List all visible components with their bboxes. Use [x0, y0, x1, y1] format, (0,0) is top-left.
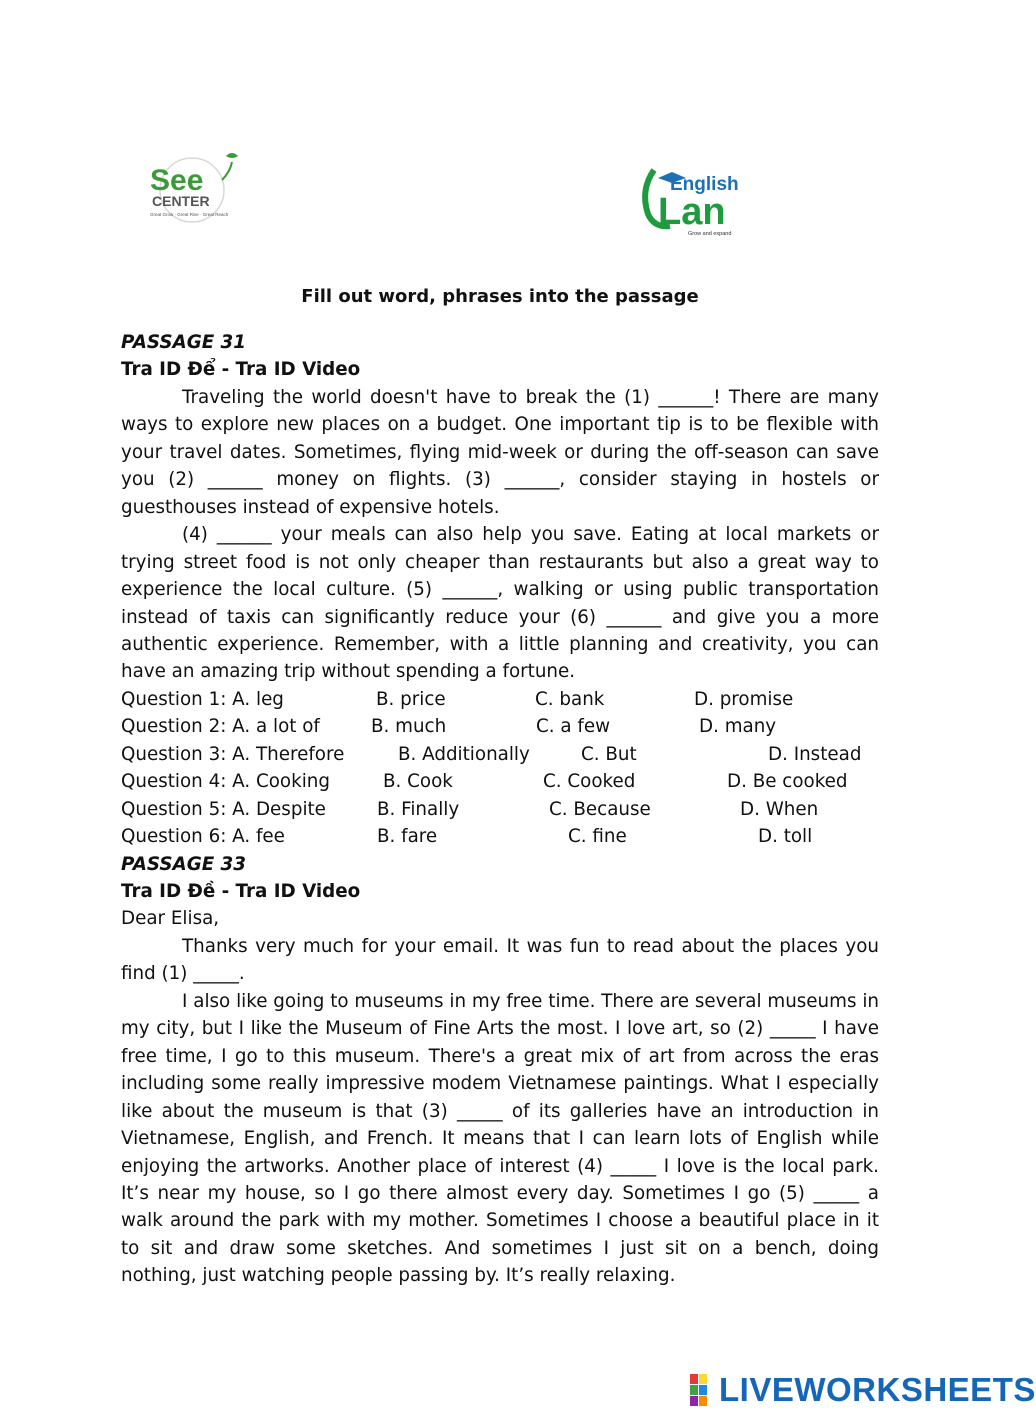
question-row-6 — [121, 823, 879, 850]
question-5-option-b[interactable]: B. Finally — [377, 798, 460, 820]
passage-31-label: PASSAGE 31 — [121, 332, 246, 353]
question-5-option-d[interactable]: D. When — [740, 798, 819, 820]
question-5-option-c[interactable]: C. Because — [549, 798, 651, 820]
question-1-option-c[interactable]: C. bank — [535, 688, 605, 710]
question-3-option-a[interactable]: Question 3: A. Therefore — [121, 743, 345, 765]
page-title: Fill out word, phrases into the passage — [301, 286, 699, 307]
question-row-1 — [121, 686, 879, 713]
question-row-4 — [121, 768, 879, 795]
question-2-option-c[interactable]: C. a few — [536, 716, 611, 738]
seed-center-logo — [140, 148, 252, 230]
question-row-5 — [121, 796, 879, 823]
question-1-option-b[interactable]: B. price — [376, 688, 446, 710]
question-6-option-d[interactable]: D. toll — [758, 826, 813, 848]
question-row-3 — [121, 741, 879, 768]
question-4-option-d[interactable]: D. Be cooked — [727, 771, 848, 793]
question-5-option-a[interactable]: Question 5: A. Despite — [121, 798, 326, 820]
question-3-option-c[interactable]: C. But — [581, 743, 637, 765]
question-row-2 — [121, 713, 879, 740]
passage-31-subtitle: Tra ID Để - Tra ID Video — [121, 359, 361, 381]
worksheet-content — [121, 329, 879, 1290]
question-4-option-a[interactable]: Question 4: A. Cooking — [121, 771, 330, 793]
question-1-option-a[interactable]: Question 1: A. leg — [121, 688, 284, 710]
svg-text:Lan: Lan — [658, 191, 726, 233]
question-3-option-d[interactable]: D. Instead — [768, 743, 862, 765]
question-6-option-a[interactable]: Question 6: A. fee — [121, 826, 285, 848]
question-2-option-b[interactable]: B. much — [371, 716, 447, 738]
passage-31-paragraph-1: Traveling the world doesn't have to break the (1) ______! There are many ways to explore new places on a budget. One important tip is to be flexible with your travel dates. Sometimes, flying mid-week or during the off-season can save you (2) ______ money on flights. (3) ______, consider staying in hostels or guesthouses instead of expensive hotels. — [121, 386, 879, 518]
svg-text:English: English — [670, 174, 739, 195]
passage-31-paragraph-2: (4) ______ your meals can also help you save. Eating at local markets or trying street food is not only cheaper than restaurants but also a great way to experience the local culture. (5) ______, walking or using public transportation instead of taxis can significantly reduce your (6) ______ and give you a more authentic experience. Remember, with a little planning and creativity, you can have an amazing trip without spending a fortune. — [121, 524, 879, 683]
svg-text:See: See — [150, 164, 204, 197]
passage-33-label: PASSAGE 33 — [121, 853, 246, 875]
passage-33-subtitle: Tra ID Đề - Tra ID Video — [121, 880, 361, 902]
svg-text:CENTER: CENTER — [152, 193, 210, 209]
passage-33-paragraph-2: I also like going to museums in my free time. There are several museums in my city, but I like the Museum of Fine Arts the most. I love art, so (2) _____ I have free time, I go to this museum. There's a great mix of art from across the eras including some really impressive modem Vietnamese paintings. What I especially like about the museum is that (3) _____ of its galleries have an introduction in Vietnamese, English, and French. It means that I can learn lots of English while enjoying the artworks. Another place of interest (4) _____ I love is the local park. It’s near my house, so I go there almost every day. Sometimes I go (5) _____ a walk around the park with my mother. Sometimes I choose a beautiful place in it to sit and draw some sketches. And sometimes I just sit on a bench, doing nothing, just watching people passing by. It’s really relaxing. — [121, 990, 879, 1287]
question-4-option-b[interactable]: B. Cook — [383, 771, 453, 793]
question-1-option-d[interactable]: D. promise — [694, 688, 794, 710]
liveworksheets-brand — [690, 1370, 1036, 1410]
svg-text:Great Grow · Great Rise · Grea: Great Grow · Great Rise · Great Reach — [150, 212, 229, 217]
svg-text:Grow and expand: Grow and expand — [688, 231, 732, 237]
question-4-option-c[interactable]: C. Cooked — [543, 771, 636, 793]
question-2-option-d[interactable]: D. many — [699, 716, 777, 738]
liveworksheets-icon — [690, 1374, 716, 1406]
question-3-option-b[interactable]: B. Additionally — [398, 743, 530, 765]
liveworksheets-wordmark: LIVEWORKSHEETS — [719, 1371, 1036, 1408]
question-2-option-a[interactable]: Question 2: A. a lot of — [121, 716, 320, 738]
passage-33-paragraph-1: Thanks very much for your email. It was fun to read about the places you find (1) _____. — [121, 935, 879, 985]
letter-greeting: Dear Elisa, — [121, 908, 220, 930]
question-6-option-b[interactable]: B. fare — [377, 826, 438, 848]
question-6-option-c[interactable]: C. fine — [568, 826, 627, 848]
english-lan-logo — [636, 164, 760, 240]
